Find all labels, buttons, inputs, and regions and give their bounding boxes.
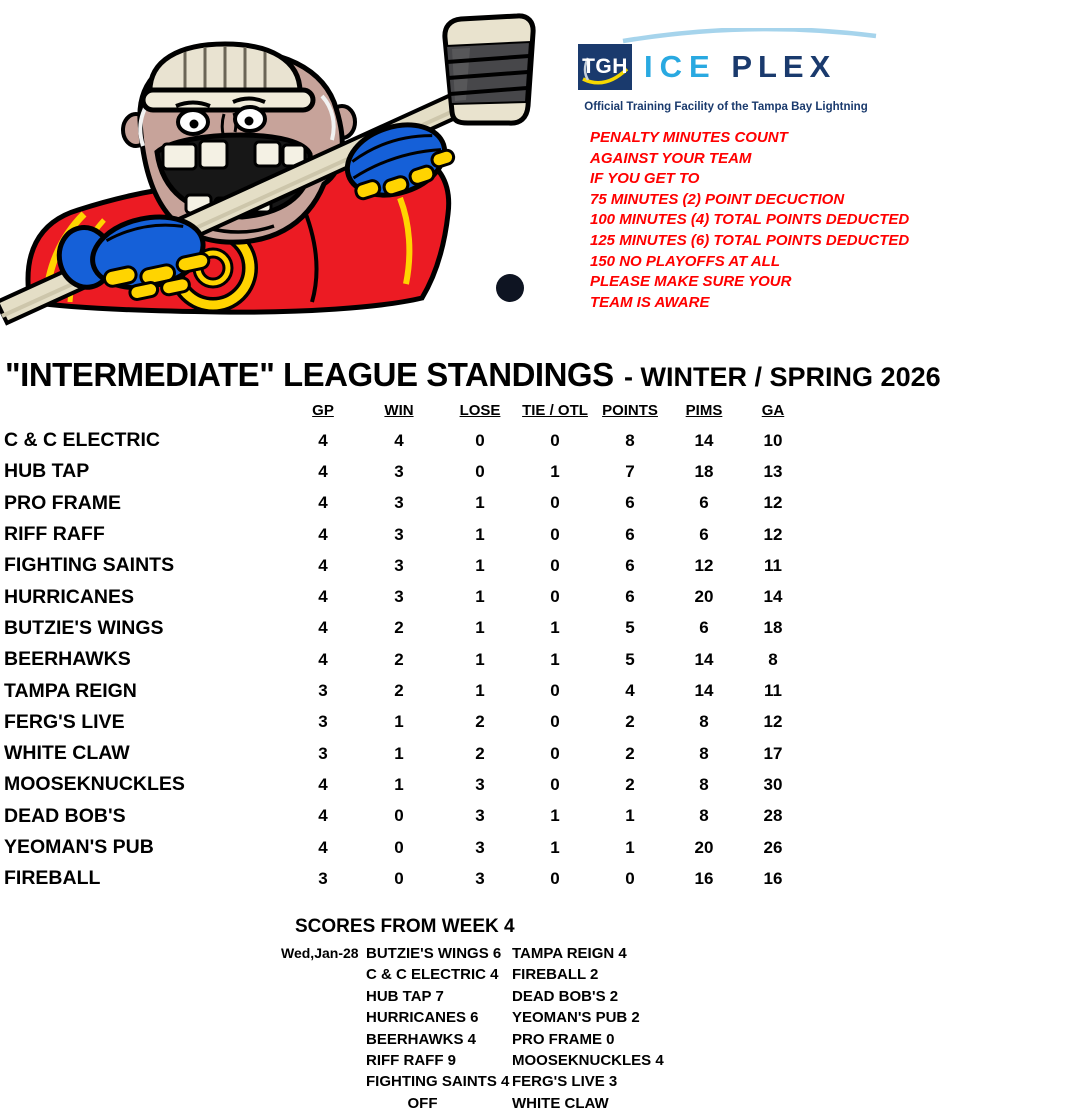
standings-stat-cell-win: 3 xyxy=(394,461,404,481)
standings-stat-cell-gp: 4 xyxy=(318,587,328,607)
hockey-puck xyxy=(496,274,524,302)
standings-stat-cell-win: 2 xyxy=(394,649,404,669)
score-game-right: WHITE CLAW xyxy=(512,1094,609,1112)
standings-stat-cell-gp: 4 xyxy=(318,430,328,450)
score-game-right: TAMPA REIGN 4 xyxy=(512,945,627,962)
score-game-right: FIREBALL 2 xyxy=(512,966,599,984)
standings-col-header: TIE / OTL xyxy=(522,402,588,419)
standings-stat-cell-lose: 1 xyxy=(475,524,485,544)
standings-stat-cell-points: 6 xyxy=(625,555,635,575)
standings-stat-cell-points: 0 xyxy=(625,868,635,888)
tgh-iceplex-logo xyxy=(578,28,878,113)
scores-heading: SCORES FROM WEEK 4 xyxy=(295,916,515,937)
standings-stat-cell-pims: 8 xyxy=(699,774,709,794)
standings-stat-cell-win: 0 xyxy=(394,837,404,857)
scores-list xyxy=(281,943,719,1113)
standings-stat-cell-points: 7 xyxy=(625,461,635,481)
standings-col-header: PIMS xyxy=(685,402,723,419)
standings-stat-cell-lose: 0 xyxy=(475,461,485,481)
standings-stat-cell-points: 2 xyxy=(625,712,635,732)
standings-stat-cell-tie_otl: 0 xyxy=(550,493,560,513)
standings-stat-cell-points: 5 xyxy=(625,649,635,669)
standings-col-header: LOSE xyxy=(459,402,501,419)
standings-stat-cell-lose: 1 xyxy=(475,493,485,513)
standings-stat-cell-gp: 3 xyxy=(318,712,328,732)
standings-stat-cell-win: 3 xyxy=(394,524,404,544)
standings-col-header: GA xyxy=(761,402,785,419)
standings-team-cell: YEOMAN'S PUB xyxy=(4,836,154,858)
standings-stat-cell-points: 8 xyxy=(625,430,635,450)
standings-team-cell: BUTZIE'S WINGS xyxy=(4,616,164,639)
standings-team-cell: HUB TAP xyxy=(4,460,90,483)
standings-team-cell: FERG'S LIVE xyxy=(4,710,125,733)
ice-text: ICE xyxy=(644,49,717,84)
standings-stat-cell-gp: 3 xyxy=(318,868,328,888)
standings-stat-cell-gp: 3 xyxy=(318,681,328,701)
score-date xyxy=(281,964,363,985)
score-date xyxy=(281,1093,363,1113)
standings-stat-cell-lose: 2 xyxy=(475,743,485,763)
penalty-line: PLEASE MAKE SURE YOUR xyxy=(590,273,792,291)
standings-stat-cell-gp: 4 xyxy=(318,493,328,513)
standings-stat-cell-ga: 12 xyxy=(763,493,783,513)
standings-stat-cell-win: 0 xyxy=(394,868,404,888)
score-game-right: MOOSEKNUCKLES 4 xyxy=(512,1052,664,1070)
standings-stat-cell-points: 6 xyxy=(625,493,635,513)
standings-stat-cell-points: 6 xyxy=(625,524,635,544)
standings-stat-cell-win: 4 xyxy=(394,430,404,450)
score-date xyxy=(281,1029,363,1050)
page-title xyxy=(5,356,941,394)
score-game-left: RIFF RAFF 9 xyxy=(366,1052,456,1070)
standings-stat-cell-gp: 3 xyxy=(318,743,328,763)
standings-stat-cell-points: 2 xyxy=(625,774,635,794)
standings-stat-cell-pims: 8 xyxy=(699,806,709,826)
standings-stat-cell-pims: 16 xyxy=(694,868,714,888)
hockey-player-cartoon xyxy=(0,2,560,342)
standings-stat-cell-tie_otl: 0 xyxy=(550,712,560,732)
standings-stat-cell-points: 2 xyxy=(625,743,635,763)
score-game-left: HURRICANES 6 xyxy=(366,1009,479,1027)
penalty-line: AGAINST YOUR TEAM xyxy=(590,149,752,167)
standings-stat-cell-points: 4 xyxy=(625,681,635,701)
standings-stat-cell-lose: 1 xyxy=(475,681,485,701)
standings-stat-cell-ga: 13 xyxy=(763,461,783,481)
standings-stat-cell-lose: 3 xyxy=(475,868,485,888)
iceplex-wordmark xyxy=(644,49,836,85)
score-game-left: FIGHTING SAINTS 4 xyxy=(366,1073,510,1091)
player-helmet xyxy=(143,44,313,110)
standings-table xyxy=(4,402,806,894)
standings-stat-cell-pims: 6 xyxy=(699,493,709,513)
standings-team-cell: WHITE CLAW xyxy=(4,742,130,765)
standings-corner xyxy=(4,402,290,425)
standings-team-cell: C & C ELECTRIC xyxy=(4,429,160,452)
score-game-left: HUB TAP 7 xyxy=(366,987,444,1005)
logo-arc-swoosh xyxy=(578,28,878,44)
standings-stat-cell-gp: 4 xyxy=(318,524,328,544)
standings-stat-cell-tie_otl: 0 xyxy=(550,587,560,607)
standings-stat-cell-tie_otl: 0 xyxy=(550,555,560,575)
standings-team-cell: FIGHTING SAINTS xyxy=(4,554,175,577)
score-game-right: YEOMAN'S PUB 2 xyxy=(512,1009,640,1027)
penalty-line: 100 MINUTES (4) TOTAL POINTS DEDUCTED xyxy=(590,211,910,229)
score-date: Wed,Jan-28 xyxy=(281,945,359,961)
standings-stat-cell-win: 3 xyxy=(394,555,404,575)
tgh-text: TGH xyxy=(582,55,628,78)
score-game-right: FERG'S LIVE 3 xyxy=(512,1073,618,1091)
standings-stat-cell-win: 2 xyxy=(394,681,404,701)
standings-stat-cell-pims: 6 xyxy=(699,524,709,544)
title-season: - WINTER / SPRING 2026 xyxy=(624,362,941,392)
standings-team-cell: HURRICANES xyxy=(4,585,135,608)
score-game-left: BEERHAWKS 4 xyxy=(366,1030,477,1048)
score-date xyxy=(281,1007,363,1028)
standings-stat-cell-lose: 0 xyxy=(475,430,485,450)
standings-stat-cell-gp: 4 xyxy=(318,555,328,575)
standings-stat-cell-tie_otl: 0 xyxy=(550,868,560,888)
standings-team-cell: TAMPA REIGN xyxy=(4,679,137,702)
score-game-left: OFF xyxy=(407,1094,438,1112)
standings-team-cell: DEAD BOB'S xyxy=(4,804,126,827)
standings-stat-cell-pims: 8 xyxy=(699,743,709,763)
standings-stat-cell-tie_otl: 0 xyxy=(550,430,560,450)
standings-stat-cell-lose: 3 xyxy=(475,837,485,857)
standings-stat-cell-tie_otl: 0 xyxy=(550,774,560,794)
standings-stat-cell-ga: 11 xyxy=(764,681,782,701)
standings-stat-cell-points: 5 xyxy=(625,618,635,638)
standings-stat-cell-ga: 30 xyxy=(763,774,783,794)
standings-stat-cell-ga: 12 xyxy=(763,712,783,732)
standings-stat-cell-pims: 14 xyxy=(694,649,714,669)
standings-stat-cell-tie_otl: 0 xyxy=(550,524,560,544)
standings-stat-cell-gp: 4 xyxy=(318,618,328,638)
penalty-line: IF YOU GET TO xyxy=(590,170,700,188)
standings-col-header: GP xyxy=(312,402,334,419)
standings-col-header: WIN xyxy=(384,402,414,419)
score-game-left: BUTZIE'S WINGS 6 xyxy=(366,945,502,962)
standings-team-cell: BEERHAWKS xyxy=(4,648,131,671)
standings-stat-cell-tie_otl: 1 xyxy=(550,649,560,669)
standings-stat-cell-tie_otl: 1 xyxy=(550,618,560,638)
penalty-line: 125 MINUTES (6) TOTAL POINTS DEDUCTED xyxy=(590,231,910,249)
standings-stat-cell-lose: 2 xyxy=(475,712,485,732)
standings-stat-cell-tie_otl: 0 xyxy=(550,681,560,701)
plex-text: PLEX xyxy=(731,49,837,84)
standings-stat-cell-gp: 4 xyxy=(318,649,328,669)
penalty-line: 150 NO PLAYOFFS AT ALL xyxy=(590,252,781,270)
standings-stat-cell-win: 2 xyxy=(394,618,404,638)
standings-stat-cell-tie_otl: 1 xyxy=(550,461,560,481)
standings-team-cell: RIFF RAFF xyxy=(4,523,105,546)
standings-stat-cell-pims: 20 xyxy=(694,837,714,857)
standings-stat-cell-win: 3 xyxy=(394,587,404,607)
standings-stat-cell-win: 0 xyxy=(394,806,404,826)
score-date xyxy=(281,1071,363,1092)
standings-stat-cell-ga: 12 xyxy=(763,524,783,544)
standings-stat-cell-lose: 1 xyxy=(475,587,485,607)
standings-stat-cell-ga: 17 xyxy=(763,743,783,763)
score-game-right: PRO FRAME 0 xyxy=(512,1030,615,1048)
logo-tagline: Official Training Facility of the Tampa Bay Lightning xyxy=(584,101,868,113)
standings-stat-cell-points: 1 xyxy=(625,806,635,826)
standings-stat-cell-win: 1 xyxy=(394,774,404,794)
penalty-line: PENALTY MINUTES COUNT xyxy=(590,129,788,146)
standings-team-cell: FIREBALL xyxy=(4,867,101,890)
score-date xyxy=(281,986,363,1007)
standings-team-cell: MOOSEKNUCKLES xyxy=(4,773,185,796)
standings-stat-cell-lose: 1 xyxy=(475,649,485,669)
standings-stat-cell-lose: 3 xyxy=(475,806,485,826)
standings-stat-cell-ga: 10 xyxy=(763,430,783,450)
title-main: "INTERMEDIATE" LEAGUE STANDINGS xyxy=(5,356,614,393)
standings-stat-cell-ga: 8 xyxy=(768,649,778,669)
standings-stat-cell-lose: 1 xyxy=(475,618,485,638)
tgh-logo-box xyxy=(578,44,632,90)
standings-stat-cell-tie_otl: 1 xyxy=(550,837,560,857)
standings-stat-cell-ga: 28 xyxy=(763,806,783,826)
standings-stat-cell-pims: 20 xyxy=(694,587,714,607)
standings-stat-cell-pims: 12 xyxy=(694,555,714,575)
standings-team-cell: PRO FRAME xyxy=(4,491,121,514)
standings-stat-cell-ga: 16 xyxy=(763,868,783,888)
penalty-line: TEAM IS AWARE xyxy=(590,293,710,311)
score-game-right: DEAD BOB'S 2 xyxy=(512,987,619,1005)
standings-stat-cell-gp: 4 xyxy=(318,774,328,794)
standings-stat-cell-tie_otl: 1 xyxy=(550,806,560,826)
score-game-left: C & C ELECTRIC 4 xyxy=(366,966,499,984)
standings-stat-cell-pims: 14 xyxy=(694,681,714,701)
standings-stat-cell-points: 6 xyxy=(625,587,635,607)
score-date xyxy=(281,1050,363,1071)
standings-stat-cell-ga: 26 xyxy=(763,837,783,857)
standings-stat-cell-pims: 8 xyxy=(699,712,709,732)
standings-stat-cell-tie_otl: 0 xyxy=(550,743,560,763)
standings-stat-cell-ga: 11 xyxy=(764,555,782,575)
standings-stat-cell-gp: 4 xyxy=(318,461,328,481)
standings-stat-cell-pims: 14 xyxy=(694,430,714,450)
standings-stat-cell-win: 1 xyxy=(394,743,404,763)
standings-stat-cell-pims: 6 xyxy=(699,618,709,638)
standings-stat-cell-win: 3 xyxy=(394,493,404,513)
penalty-line: 75 MINUTES (2) POINT DECUCTION xyxy=(590,190,845,208)
standings-stat-cell-pims: 18 xyxy=(694,461,714,481)
standings-stat-cell-win: 1 xyxy=(394,712,404,732)
standings-stat-cell-lose: 3 xyxy=(475,774,485,794)
standings-col-header: POINTS xyxy=(602,402,658,419)
standings-stat-cell-ga: 18 xyxy=(763,618,783,638)
standings-stat-cell-ga: 14 xyxy=(763,587,783,607)
standings-stat-cell-gp: 4 xyxy=(318,837,328,857)
penalty-notice xyxy=(590,128,909,313)
standings-stat-cell-lose: 1 xyxy=(475,555,485,575)
standings-stat-cell-points: 1 xyxy=(625,837,635,857)
standings-stat-cell-gp: 4 xyxy=(318,806,328,826)
